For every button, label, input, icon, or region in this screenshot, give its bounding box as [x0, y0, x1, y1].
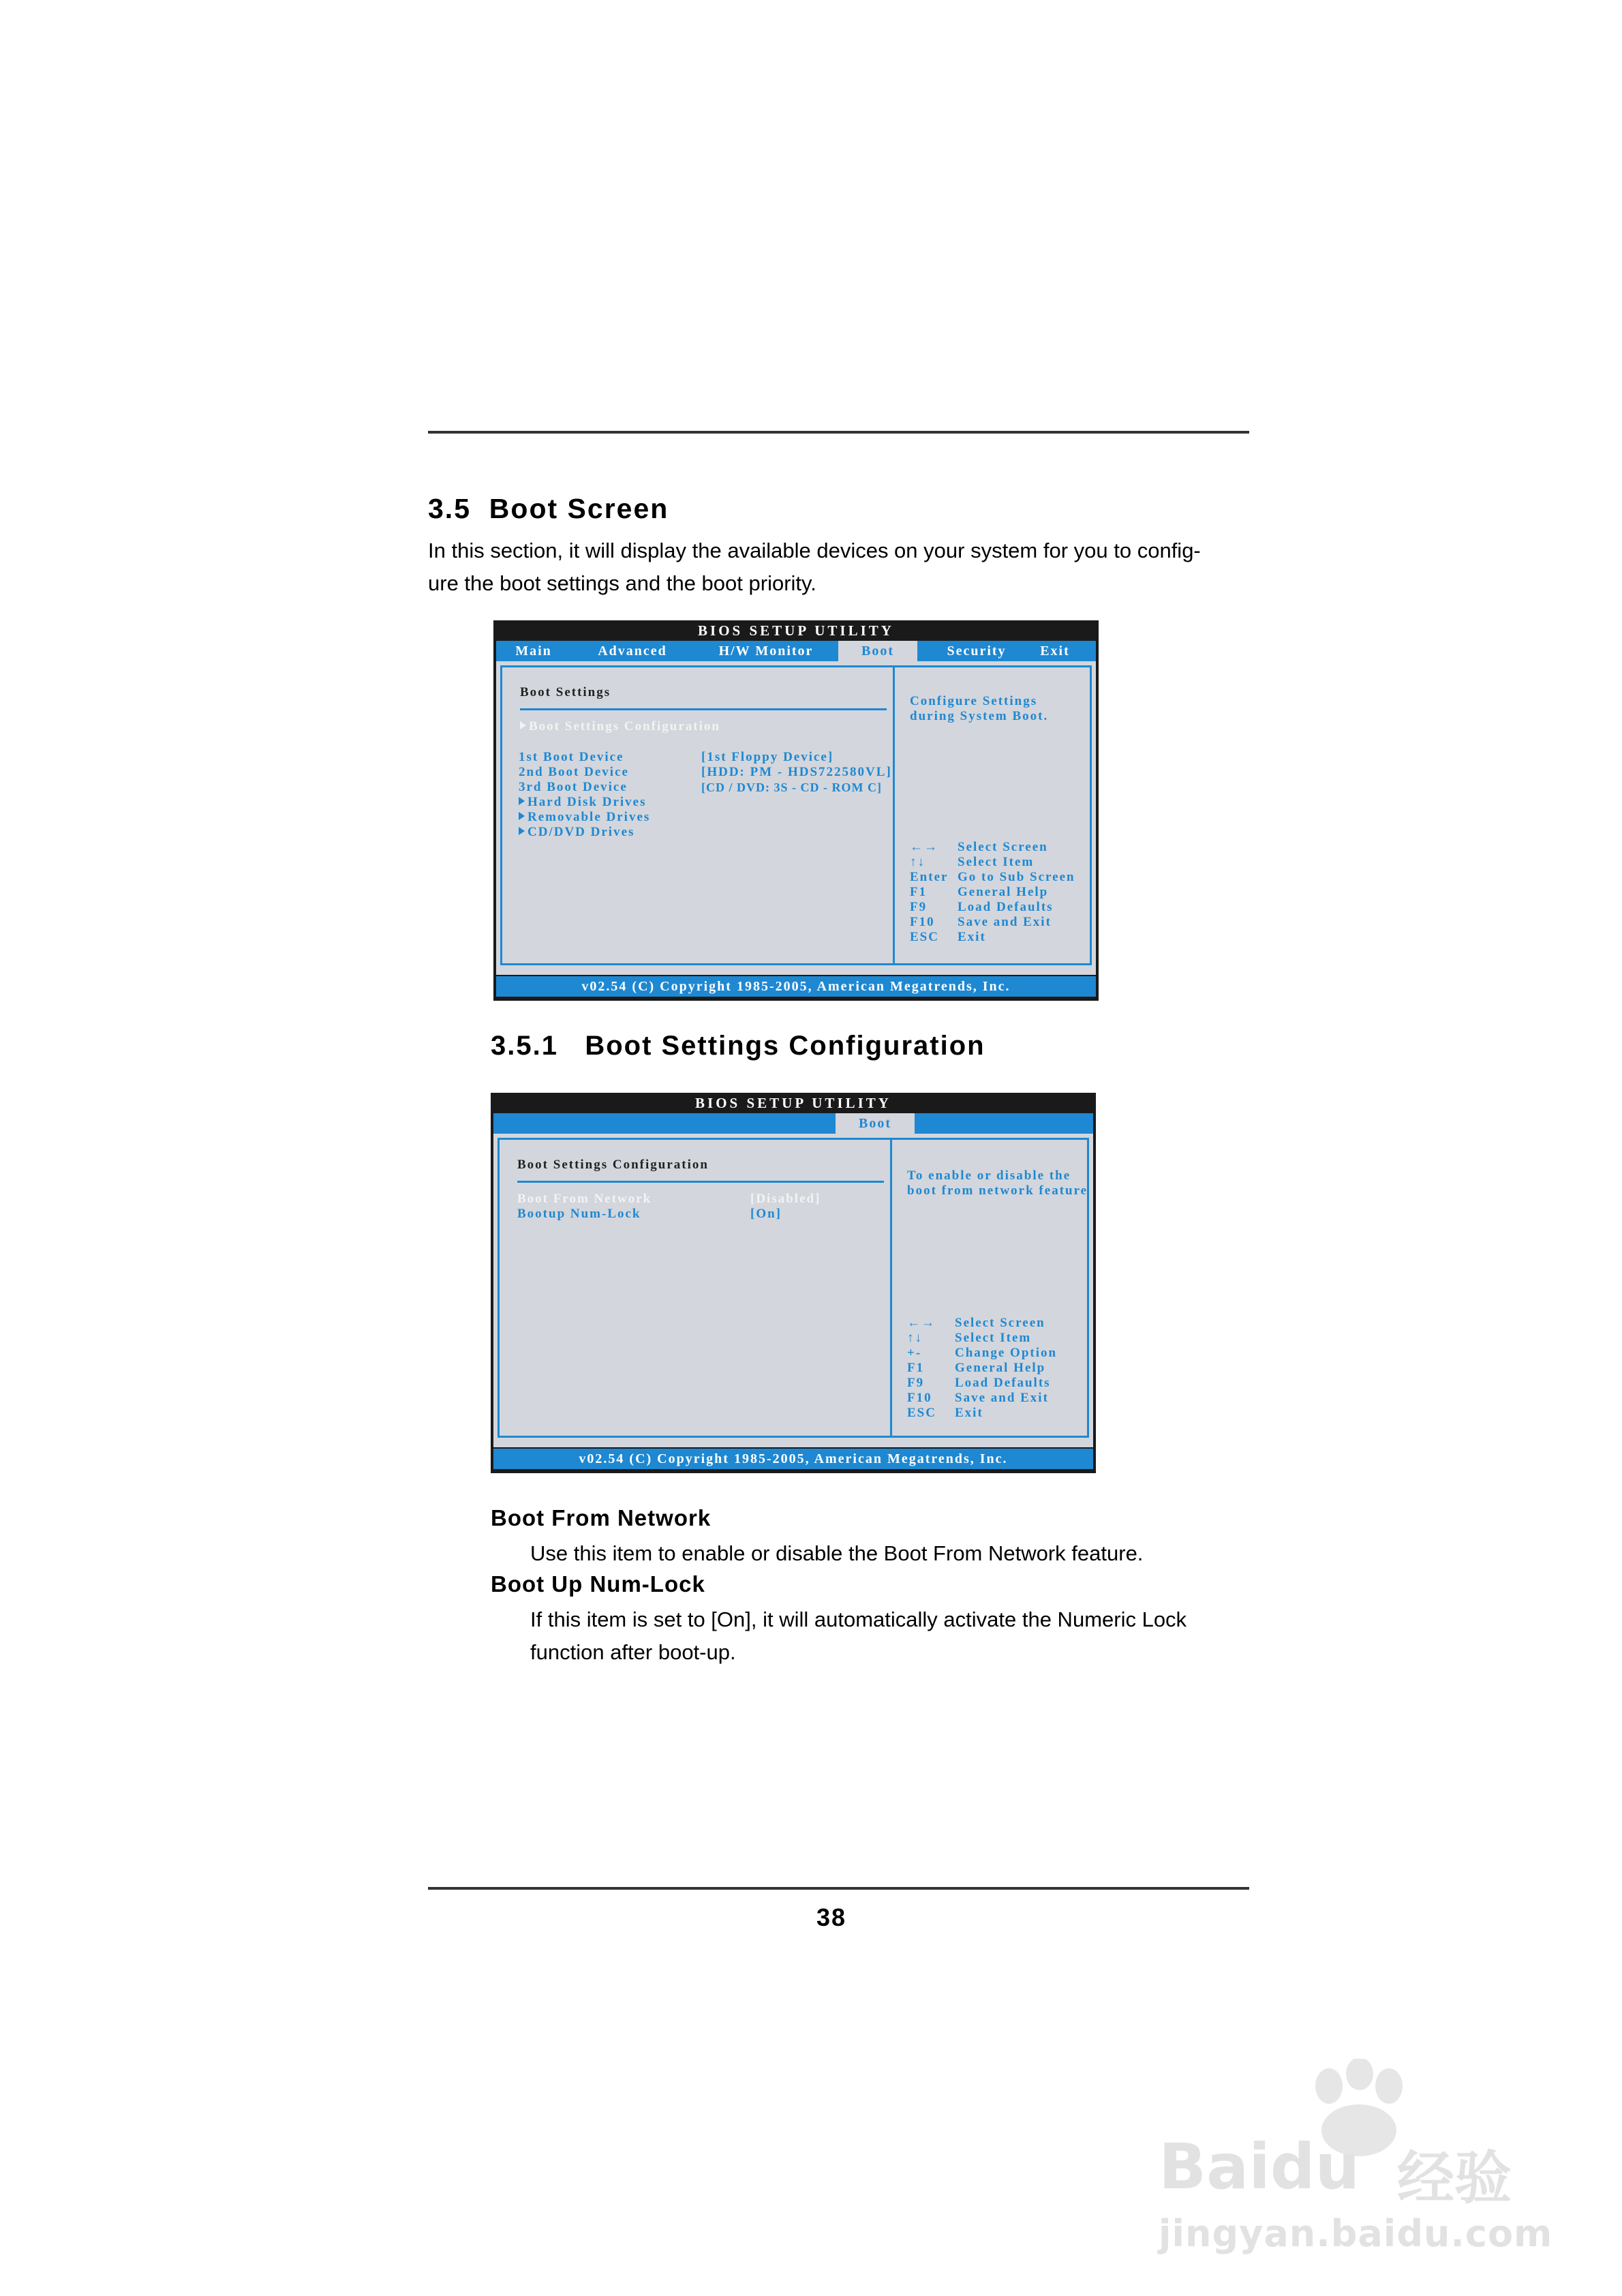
- tab-advanced[interactable]: Advanced: [598, 644, 667, 659]
- key-desc: Save and Exit: [958, 915, 1052, 929]
- bootup-numlock-label: Bootup Num-Lock: [517, 1207, 641, 1221]
- submenu-arrow-icon: [520, 721, 526, 729]
- baidu-watermark: [1159, 2059, 1553, 2263]
- item-desc-boot-up-numlock: [530, 1603, 1253, 1669]
- key-label: ←→: [910, 840, 938, 854]
- item-title-boot-up-numlock: Boot Up Num-Lock: [491, 1571, 705, 1597]
- boot-from-network-label: Boot From Network: [517, 1192, 652, 1206]
- bios-tab-bar: [496, 641, 1096, 661]
- boot-device-3-label: 3rd Boot Device: [519, 780, 628, 794]
- key-desc: Load Defaults: [958, 900, 1054, 914]
- bios-panel: [493, 1134, 1093, 1447]
- boot-device-2-label: 2nd Boot Device: [519, 765, 629, 779]
- key-desc: Load Defaults: [955, 1376, 1051, 1390]
- key-desc: General Help: [955, 1361, 1046, 1375]
- watermark-url: jingyan.baidu.com: [1159, 2212, 1553, 2255]
- section-title: Boot Screen: [489, 493, 669, 524]
- tab-main[interactable]: Main: [515, 644, 552, 659]
- key-label: Enter: [910, 870, 949, 884]
- tab-boot[interactable]: Boot: [838, 641, 917, 661]
- key-label: F1: [907, 1361, 925, 1375]
- key-desc: Exit: [958, 930, 986, 944]
- intro-line-1: In this section, it will display the available devices on your system for you to config-: [428, 539, 1201, 562]
- hard-disk-drives-submenu[interactable]: [519, 795, 647, 810]
- key-label: ESC: [910, 930, 939, 944]
- boot-device-3-value[interactable]: [CD / DVD: 3S - CD - ROM C]: [701, 781, 882, 794]
- tab-exit[interactable]: Exit: [1040, 644, 1070, 659]
- bios-boot-screen: [493, 620, 1099, 1001]
- key-desc: Go to Sub Screen: [958, 870, 1075, 884]
- help-text-line-2: during System Boot.: [910, 709, 1049, 723]
- subsection-title: Boot Settings Configuration: [585, 1031, 985, 1061]
- boot-settings-config-heading: Boot Settings Configuration: [517, 1158, 709, 1172]
- watermark-cn: 经验: [1397, 2145, 1512, 2211]
- key-desc: Select Screen: [958, 840, 1048, 854]
- item-title-boot-from-network: Boot From Network: [491, 1505, 711, 1530]
- key-desc: Change Option: [955, 1346, 1058, 1360]
- key-desc: Select Item: [958, 855, 1035, 869]
- bottom-rule: [428, 1887, 1249, 1890]
- submenu-arrow-icon: [519, 812, 525, 820]
- key-label: ←→: [907, 1316, 936, 1330]
- bios-tab-bar: [493, 1113, 1093, 1134]
- key-desc: Exit: [955, 1406, 983, 1420]
- boot-device-1-label: 1st Boot Device: [519, 750, 624, 764]
- bios-title: BIOS SETUP UTILITY: [695, 1095, 891, 1111]
- submenu-label: Removable Drives: [527, 810, 651, 824]
- subsection-heading: [491, 1031, 985, 1061]
- submenu-arrow-icon: [519, 827, 525, 835]
- heading-underline: [517, 1181, 884, 1183]
- key-desc: Save and Exit: [955, 1391, 1049, 1405]
- section-number: 3.5: [428, 493, 471, 524]
- boot-settings-heading: Boot Settings: [520, 685, 611, 699]
- key-label: ↑↓: [907, 1331, 923, 1345]
- item-desc-line: function after boot-up.: [530, 1640, 736, 1664]
- key-label: F9: [907, 1376, 925, 1390]
- subsection-number: 3.5.1: [491, 1031, 558, 1061]
- bios-frame: [500, 665, 1092, 965]
- tab-security[interactable]: Security: [947, 644, 1007, 659]
- page-number: 38: [816, 1903, 847, 1931]
- key-label: F10: [907, 1391, 932, 1405]
- boot-device-2-value[interactable]: [HDD: PM - HDS722580VL]: [701, 765, 892, 779]
- watermark-brand: Baidu: [1159, 2130, 1360, 2203]
- bios-footer: v02.54 (C) Copyright 1985-2005, American Megatrends, Inc.: [493, 1449, 1093, 1469]
- bootup-numlock-value[interactable]: [On]: [750, 1207, 782, 1221]
- key-label: F9: [910, 900, 928, 914]
- removable-drives-submenu[interactable]: [519, 810, 650, 825]
- top-rule: [428, 431, 1249, 434]
- cd-dvd-drives-submenu[interactable]: [519, 825, 634, 840]
- help-text-line-2: boot from network feature: [907, 1183, 1088, 1198]
- section-intro: [428, 534, 1249, 600]
- key-label: F10: [910, 915, 935, 929]
- help-text-line-1: Configure Settings: [910, 694, 1038, 708]
- submenu-label: CD/DVD Drives: [527, 825, 635, 839]
- bios-divider: [890, 1140, 892, 1436]
- submenu-label: Boot Settings Configuration: [529, 719, 720, 734]
- bios-frame: [498, 1138, 1089, 1438]
- key-label: ↑↓: [910, 855, 925, 869]
- section-heading: [428, 493, 669, 525]
- help-text-line-1: To enable or disable the: [907, 1168, 1071, 1183]
- key-desc: Select Screen: [955, 1316, 1045, 1330]
- intro-line-2: ure the boot settings and the boot priority.: [428, 571, 816, 595]
- bios-footer: v02.54 (C) Copyright 1985-2005, American Megatrends, Inc.: [496, 976, 1096, 997]
- boot-from-network-value[interactable]: [Disabled]: [750, 1192, 821, 1206]
- item-desc-line: If this item is set to [On], it will automatically activate the Numeric Lock: [530, 1607, 1187, 1631]
- key-label: F1: [910, 885, 928, 899]
- bios-panel: [496, 661, 1096, 975]
- submenu-label: Hard Disk Drives: [527, 795, 647, 809]
- submenu-arrow-icon: [519, 797, 525, 805]
- item-desc-boot-from-network: [530, 1537, 1253, 1570]
- bios-title: BIOS SETUP UTILITY: [698, 622, 894, 639]
- bios-divider: [893, 667, 895, 963]
- boot-device-1-value[interactable]: [1st Floppy Device]: [701, 750, 834, 764]
- key-desc: General Help: [958, 885, 1049, 899]
- tab-boot[interactable]: Boot: [836, 1113, 915, 1134]
- key-label: +-: [907, 1346, 922, 1360]
- heading-underline: [520, 708, 887, 710]
- boot-settings-config-submenu[interactable]: [520, 719, 720, 734]
- bios-boot-config-screen: [491, 1093, 1096, 1473]
- key-desc: Select Item: [955, 1331, 1032, 1345]
- key-label: ESC: [907, 1406, 936, 1420]
- item-desc-line: Use this item to enable or disable the Boot From Network feature.: [530, 1541, 1144, 1565]
- tab-hw-monitor[interactable]: H/W Monitor: [718, 644, 814, 659]
